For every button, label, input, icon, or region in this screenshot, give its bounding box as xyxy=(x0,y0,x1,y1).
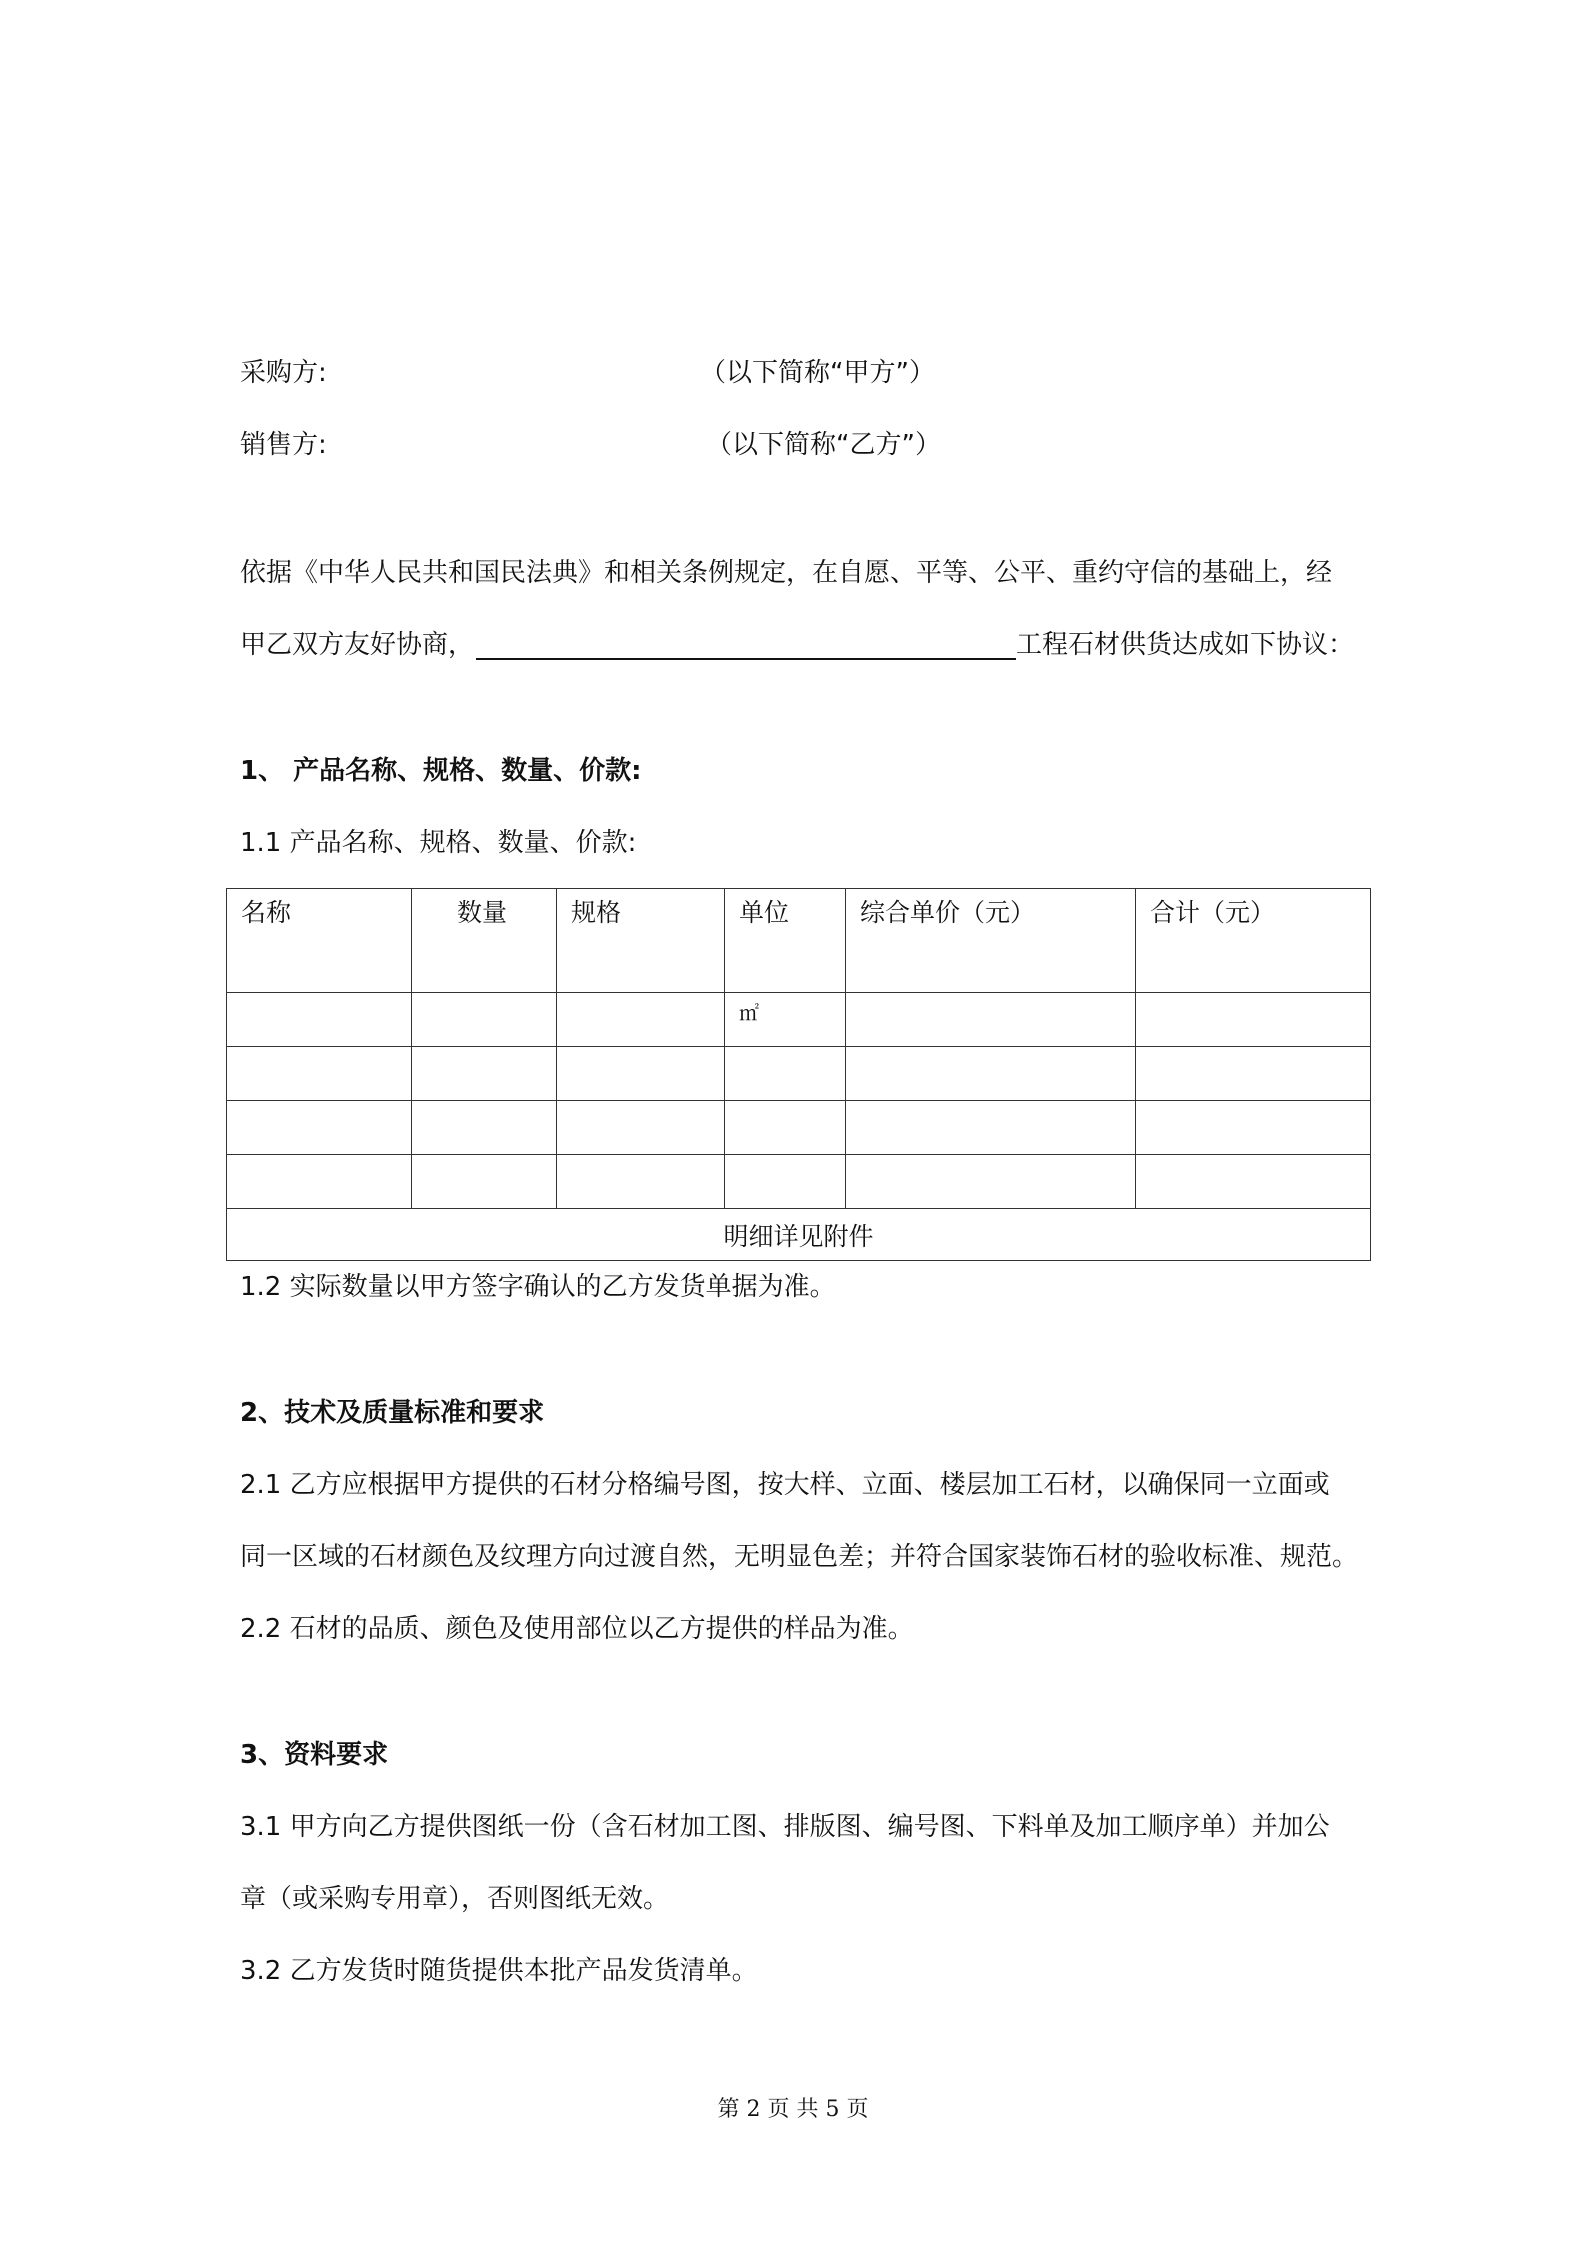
section-2-1-line-2: 同一区域的石材颜色及纹理方向过渡自然，无明显色差；并符合国家装饰石材的验收标准、规范。 xyxy=(240,1542,1359,1572)
table-row xyxy=(227,1101,1371,1155)
intro-line-2-end: 工程石材供货达成如下协议： xyxy=(1016,630,1355,660)
cell xyxy=(412,1047,557,1101)
cell xyxy=(846,1101,1136,1155)
cell xyxy=(725,1047,846,1101)
cell-unit: ㎡ xyxy=(725,993,846,1047)
cell xyxy=(557,1155,725,1209)
section-2-heading: 2、技术及质量标准和要求 xyxy=(240,1398,545,1428)
intro-line-1: 依据《中华人民共和国民法典》和相关条例规定，在自愿、平等、公平、重约守信的基础上，经 xyxy=(240,558,1333,588)
seller-note: （以下简称“乙方”） xyxy=(706,430,941,460)
cell xyxy=(557,1101,725,1155)
page-number: 第 2 页 共 5 页 xyxy=(717,2097,869,2122)
section-2-2: 2.2 石材的品质、颜色及使用部位以乙方提供的样品为准。 xyxy=(240,1614,914,1644)
table-footer-row xyxy=(227,1209,1371,1261)
buyer-label: 采购方: xyxy=(240,358,327,388)
table-footer-note: 明细详见附件 xyxy=(227,1209,1371,1261)
header-name: 名称 xyxy=(227,889,412,993)
cell xyxy=(846,1155,1136,1209)
section-1-1: 1.1 产品名称、规格、数量、价款: xyxy=(240,828,637,858)
section-3-1-line-2: 章（或采购专用章），否则图纸无效。 xyxy=(240,1884,670,1914)
cell xyxy=(1136,1047,1371,1101)
section-2-1-line-1: 2.1 乙方应根据甲方提供的石材分格编号图，按大样、立面、楼层加工石材，以确保同一立面或 xyxy=(240,1470,1330,1500)
table-row xyxy=(227,993,1371,1047)
header-unit: 单位 xyxy=(725,889,846,993)
product-table xyxy=(226,888,1371,1261)
cell xyxy=(846,1047,1136,1101)
cell xyxy=(412,1101,557,1155)
table-row xyxy=(227,1155,1371,1209)
buyer-note: （以下简称“甲方”） xyxy=(700,358,935,388)
cell xyxy=(412,1155,557,1209)
table-row xyxy=(227,1047,1371,1101)
header-unit-price: 综合单价（元） xyxy=(846,889,1136,993)
section-1-heading: 1、 产品名称、规格、数量、价款: xyxy=(240,756,642,786)
header-quantity: 数量 xyxy=(412,889,557,993)
section-3-heading: 3、资料要求 xyxy=(240,1740,389,1770)
cell xyxy=(725,1155,846,1209)
cell xyxy=(227,1155,412,1209)
cell xyxy=(227,1047,412,1101)
cell xyxy=(1136,1101,1371,1155)
cell xyxy=(1136,993,1371,1047)
section-1-2: 1.2 实际数量以甲方签字确认的乙方发货单据为准。 xyxy=(240,1272,836,1302)
table-header-row xyxy=(227,889,1371,993)
cell xyxy=(557,1047,725,1101)
section-3-1-line-1: 3.1 甲方向乙方提供图纸一份（含石材加工图、排版图、编号图、下料单及加工顺序单）并加公 xyxy=(240,1812,1330,1842)
intro-line-2-start: 甲乙双方友好协商， xyxy=(240,630,475,660)
cell xyxy=(227,993,412,1047)
seller-label: 销售方: xyxy=(240,430,327,460)
cell xyxy=(725,1101,846,1155)
header-spec: 规格 xyxy=(557,889,725,993)
project-name-blank xyxy=(476,658,1016,660)
header-total: 合计（元） xyxy=(1136,889,1371,993)
cell xyxy=(557,993,725,1047)
cell xyxy=(412,993,557,1047)
cell xyxy=(227,1101,412,1155)
cell xyxy=(846,993,1136,1047)
section-3-2: 3.2 乙方发货时随货提供本批产品发货清单。 xyxy=(240,1956,758,1986)
cell xyxy=(1136,1155,1371,1209)
